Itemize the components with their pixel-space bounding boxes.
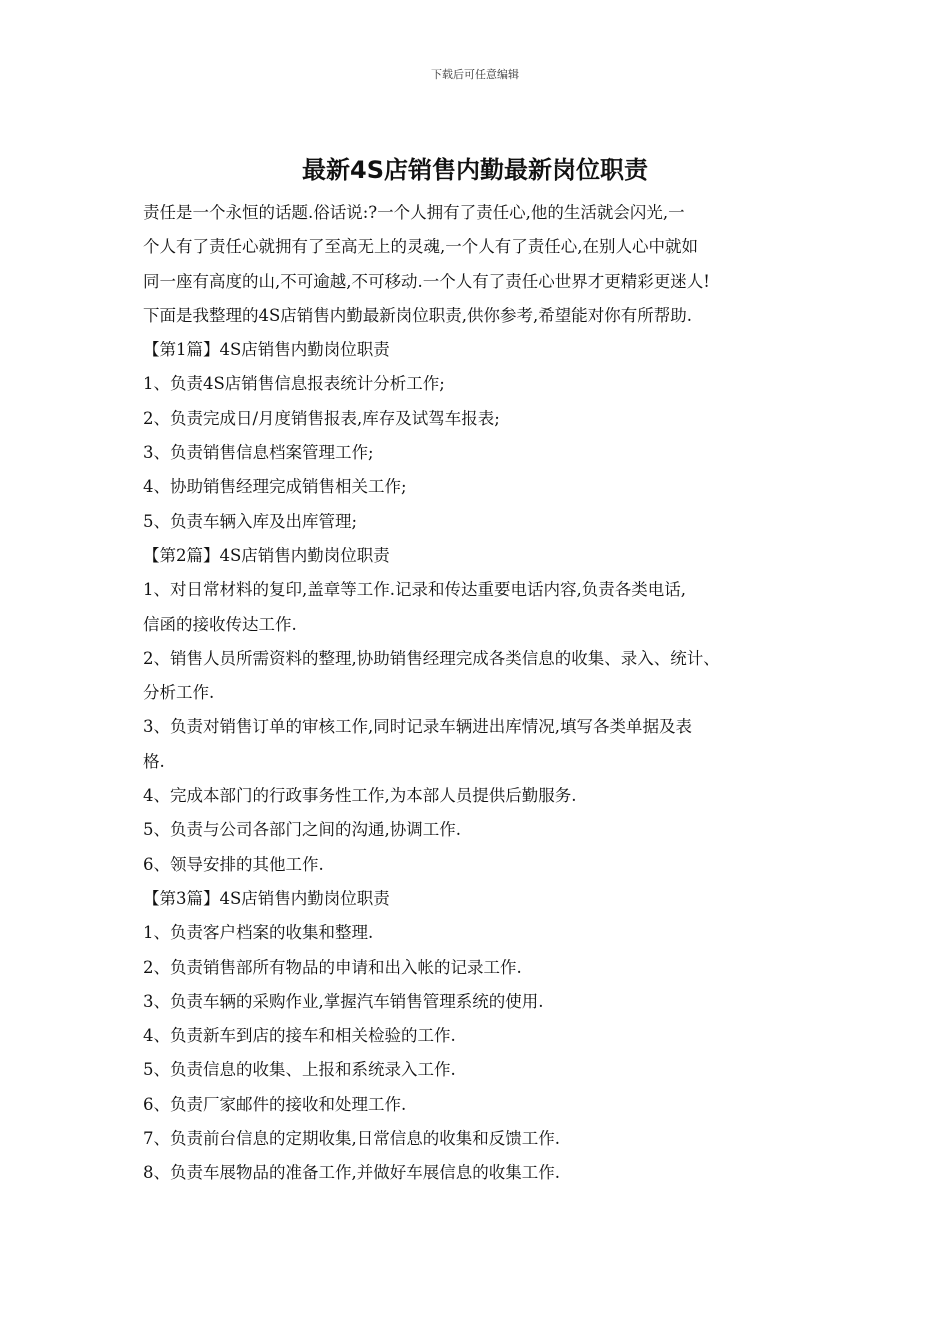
list-item: 3、负责销售信息档案管理工作;: [143, 443, 374, 463]
list-item: 4、协助销售经理完成销售相关工作;: [143, 477, 407, 497]
body-line: 个人有了责任心就拥有了至高无上的灵魂,一个人有了责任心,在别人心中就如: [143, 237, 698, 257]
list-item: 7、负责前台信息的定期收集,日常信息的收集和反馈工作.: [143, 1129, 560, 1149]
list-item: 4、完成本部门的行政事务性工作,为本部人员提供后勤服务.: [143, 786, 577, 806]
list-item-continued: 信函的接收传达工作.: [143, 614, 297, 634]
document-body: [143, 196, 833, 1191]
list-item: 2、负责销售部所有物品的申请和出入帐的记录工作.: [143, 957, 522, 977]
section-heading-2: 【第2篇】4S店销售内勤岗位职责: [143, 545, 390, 565]
list-item: 2、销售人员所需资料的整理,协助销售经理完成各类信息的收集、录入、统计、: [143, 648, 720, 668]
list-item: 1、负责客户档案的收集和整理.: [143, 923, 374, 943]
list-item: 1、负责4S店销售信息报表统计分析工作;: [143, 374, 445, 394]
list-item: 8、负责车展物品的准备工作,并做好车展信息的收集工作.: [143, 1163, 560, 1183]
list-item: 1、对日常材料的复印,盖章等工作.记录和传达重要电话内容,负责各类电话,: [143, 580, 686, 600]
list-item-continued: 分析工作.: [143, 683, 215, 703]
list-item: 6、领导安排的其他工作.: [143, 854, 324, 874]
body-line: 同一座有高度的山,不可逾越,不可移动.一个人有了责任心世界才更精彩更迷人!: [143, 271, 710, 291]
body-line: 下面是我整理的4S店销售内勤最新岗位职责,供你参考,希望能对你有所帮助.: [143, 305, 693, 325]
list-item: 6、负责厂家邮件的接收和处理工作.: [143, 1094, 407, 1114]
page-header: 下载后可任意编辑: [431, 68, 519, 81]
body-line: 责任是一个永恒的话题.俗话说:?一个人拥有了责任心,他的生活就会闪光,一: [143, 203, 685, 222]
list-item: 4、负责新车到店的接车和相关检验的工作.: [143, 1026, 456, 1046]
list-item-continued: 格.: [143, 751, 165, 771]
section-heading-1: 【第1篇】4S店销售内勤岗位职责: [143, 340, 390, 360]
list-item: 5、负责车辆入库及出库管理;: [143, 511, 358, 531]
section-heading-3: 【第3篇】4S店销售内勤岗位职责: [143, 888, 390, 908]
list-item: 5、负责与公司各部门之间的沟通,协调工作.: [143, 820, 461, 840]
list-item: 3、负责车辆的采购作业,掌握汽车销售管理系统的使用.: [143, 991, 544, 1011]
list-item: 3、负责对销售订单的审核工作,同时记录车辆进出库情况,填写各类单据及表: [143, 717, 692, 737]
list-item: 5、负责信息的收集、上报和系统录入工作.: [143, 1060, 456, 1080]
list-item: 2、负责完成日/月度销售报表,库存及试驾车报表;: [143, 408, 500, 428]
document-title: 最新4S店销售内勤最新岗位职责: [302, 156, 648, 184]
